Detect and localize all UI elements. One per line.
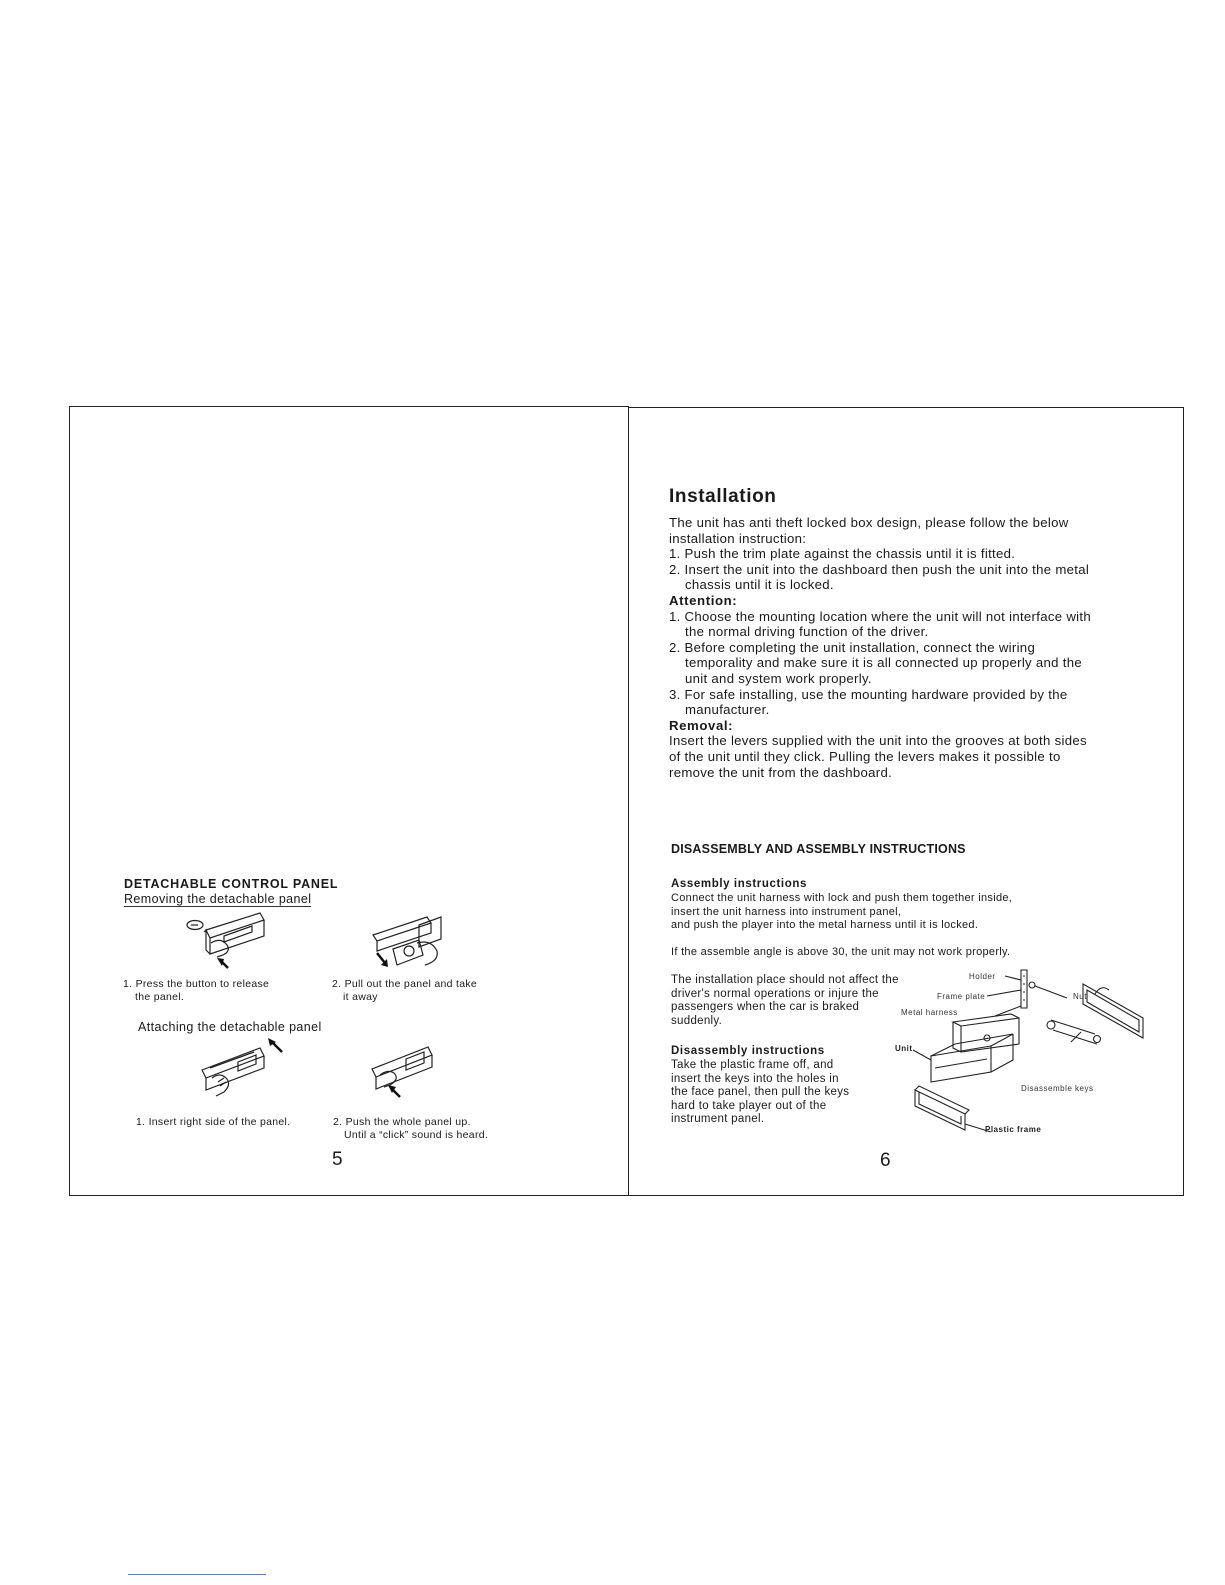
attention-title: Attention: — [669, 592, 738, 608]
remove-step-2-line2: it away — [343, 991, 378, 1003]
placement-line: driver's normal operations or injure the — [671, 987, 879, 1000]
remove-step-1-line2: the panel. — [135, 991, 185, 1003]
angle-note: If the assemble angle is above 30, the unit may not work properly. — [671, 946, 1011, 958]
disassembly-instructions-body — [671, 1059, 881, 1127]
removal-line: of the unit until they click. Pulling the levers makes it possible to — [669, 748, 1061, 764]
attention-line: 2. Before completing the unit installation, connect the wiring — [669, 639, 1036, 655]
label-plastic-frame: Plastic frame — [985, 1125, 1042, 1134]
assembly-instructions-title: Assembly instructions — [671, 878, 807, 890]
removal-line: remove the unit from the dashboard. — [669, 764, 893, 780]
assembly-line: insert the unit harness into instrument panel, — [671, 905, 902, 918]
page-number-5: 5 — [332, 1149, 343, 1170]
attention-line: 3. For safe installing, use the mounting hardware provided by the — [669, 686, 1068, 702]
disassembly-line: insert the keys into the holes in — [671, 1072, 839, 1085]
attention-line: the normal driving function of the driver. — [685, 624, 929, 640]
attaching-subtitle: Attaching the detachable panel — [138, 1020, 322, 1034]
remove-step-1-line1: 1. Press the button to release — [123, 978, 270, 990]
page-number-6: 6 — [880, 1150, 891, 1171]
placement-line: suddenly. — [671, 1014, 723, 1027]
step-line: 2. Insert the unit into the dashboard then push the unit into the metal — [669, 561, 1090, 577]
label-unit: Unit — [895, 1044, 913, 1053]
pull-panel-illustration — [371, 913, 459, 975]
attention-line: unit and system work properly. — [685, 670, 872, 686]
bottom-link-underline — [128, 1574, 266, 1575]
insert-panel-illustration — [198, 1034, 288, 1102]
assembly-line: and push the player into the metal harness until it is locked. — [671, 919, 979, 931]
remove-step-2-line1: 2. Pull out the panel and take — [332, 978, 478, 990]
disassembly-line: hard to take player out of the — [671, 1099, 827, 1112]
assembly-diagram — [895, 968, 1147, 1140]
label-holder: Holder — [969, 972, 996, 981]
removal-line: Insert the levers supplied with the unit into the grooves at both sides — [669, 733, 1087, 749]
intro-line: installation instruction: — [669, 530, 807, 546]
assembly-line: Connect the unit harness with lock and push them together inside, — [671, 892, 1013, 904]
attach-step-2-line1: 2. Push the whole panel up. — [333, 1116, 471, 1128]
label-disassemble-keys: Disassemble keys — [1021, 1084, 1094, 1093]
removal-title: Removal: — [669, 717, 734, 733]
disassembly-line: Take the plastic frame off, and — [671, 1059, 834, 1071]
placement-note — [671, 974, 931, 1028]
step-line: chassis until it is locked. — [685, 577, 834, 593]
placement-line: The installation place should not affect the — [671, 974, 899, 986]
placement-line: passengers when the car is braked — [671, 1001, 860, 1014]
press-button-illustration — [184, 910, 270, 972]
attention-line: manufacturer. — [685, 702, 770, 718]
detachable-panel-title: DETACHABLE CONTROL PANEL — [124, 877, 339, 891]
attach-step-2-line2: Until a “click” sound is heard. — [344, 1129, 489, 1141]
disassembly-line: the face panel, then pull the keys — [671, 1086, 850, 1099]
removing-subtitle: Removing the detachable panel — [124, 892, 312, 906]
push-panel-illustration — [370, 1037, 442, 1103]
attention-line: 1. Choose the mounting location where the unit will not interface with — [669, 608, 1091, 624]
label-nut: Nut — [1073, 992, 1087, 1001]
label-metal-harness: Metal harness — [901, 1008, 958, 1017]
assembly-instructions-body — [671, 892, 1091, 933]
step-line: 1. Push the trim plate against the chassis until it is fitted. — [669, 546, 1016, 562]
disassembly-line: instrument panel. — [671, 1113, 765, 1126]
label-frame-plate: Frame plate — [937, 992, 986, 1001]
installation-body — [669, 515, 1139, 780]
disassembly-assembly-title: DISASSEMBLY AND ASSEMBLY INSTRUCTIONS — [671, 842, 966, 856]
page-6 — [628, 407, 1184, 1196]
installation-title: Installation — [669, 486, 777, 507]
attention-line: temporality and make sure it is all connected up properly and the — [685, 655, 1083, 671]
intro-line: The unit has anti theft locked box design, please follow the below — [669, 515, 1069, 530]
disassembly-instructions-title: Disassembly instructions — [671, 1045, 825, 1057]
attach-step-1-line1: 1. Insert right side of the panel. — [136, 1116, 291, 1128]
page-5 — [69, 406, 629, 1196]
